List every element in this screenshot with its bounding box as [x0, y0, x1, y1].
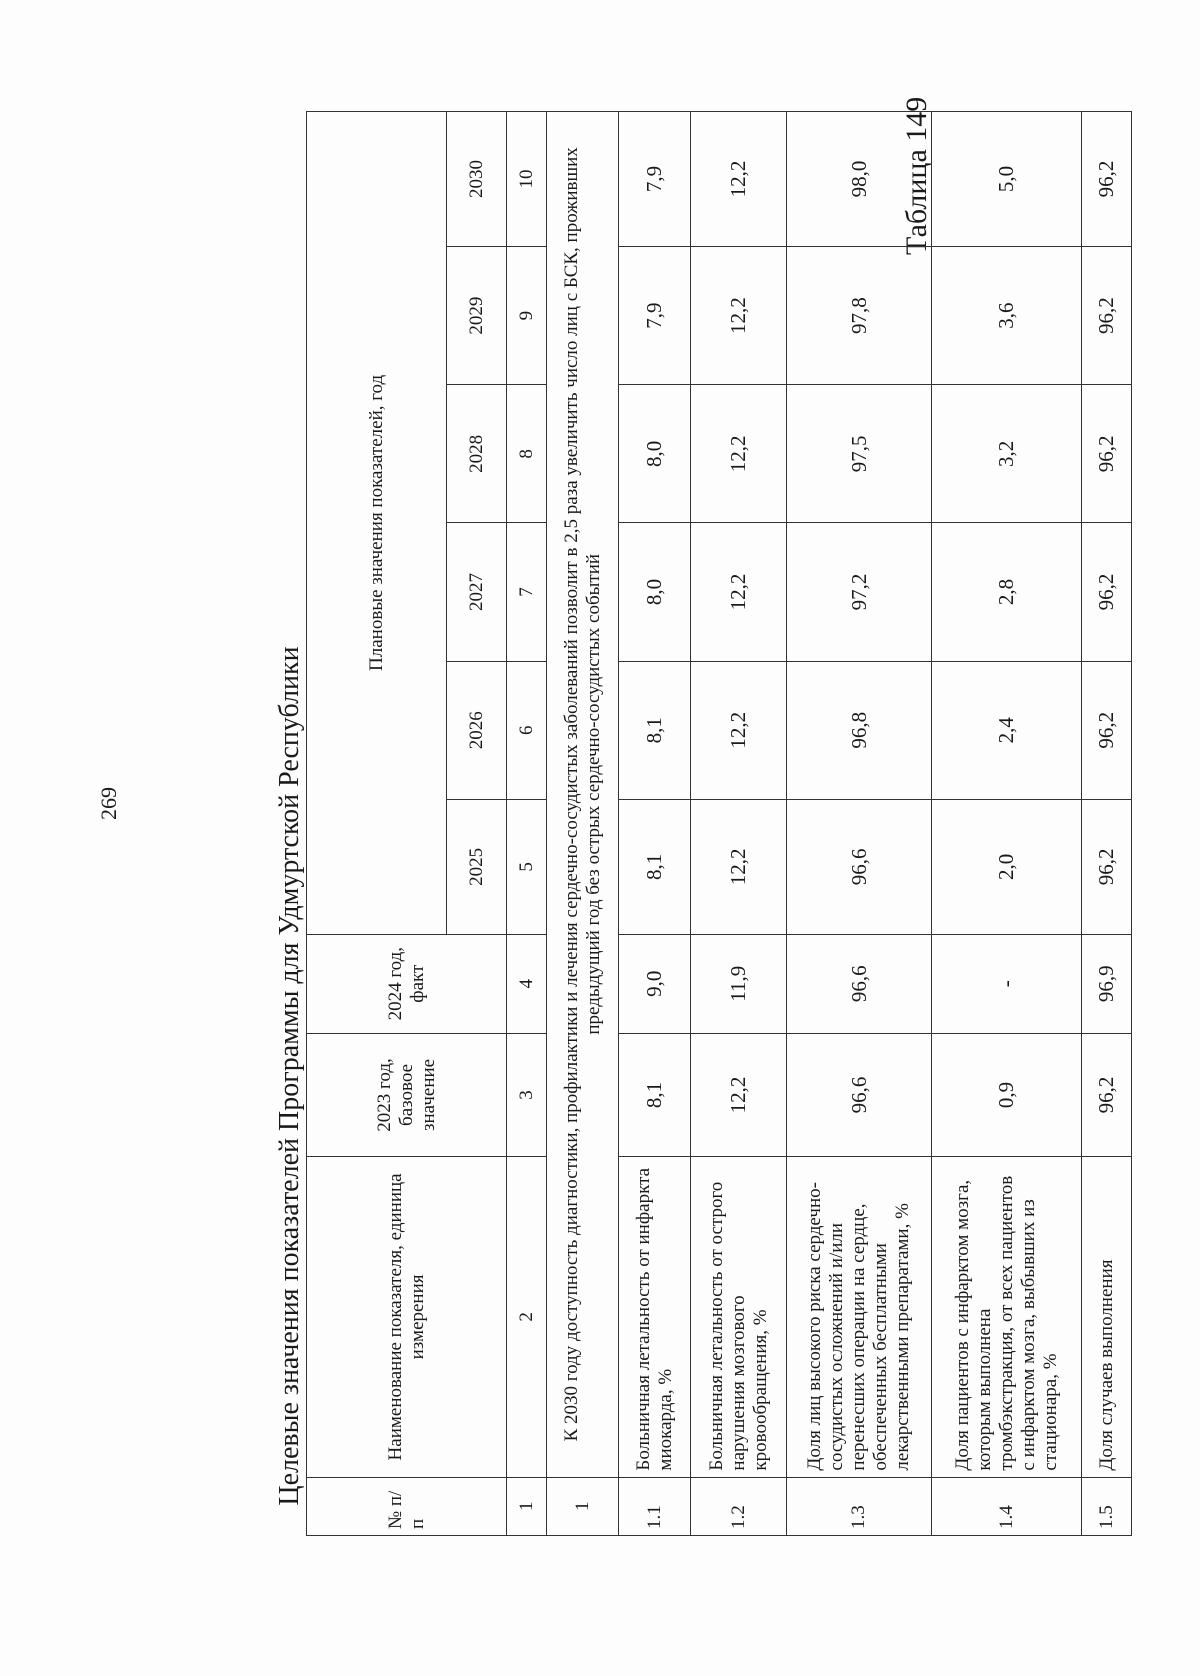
row-value: 97,8	[787, 246, 932, 384]
row-value: 5,0	[932, 112, 1082, 247]
row-value: 8,0	[619, 523, 691, 661]
row-num: 1.2	[691, 1477, 787, 1535]
table-label: Таблица 149	[900, 96, 933, 255]
row-value: 96,8	[787, 661, 932, 799]
header-year: 2025	[447, 799, 507, 934]
row-value: 8,1	[619, 799, 691, 934]
table-row	[691, 112, 787, 1536]
table-row	[619, 112, 691, 1536]
index-cell: 2	[507, 1157, 547, 1477]
header-year: 2030	[447, 112, 507, 247]
row-value: 12,2	[691, 661, 787, 799]
row-value: 8,1	[619, 1033, 691, 1157]
header-base: 2023 год, базовое значение	[307, 1033, 507, 1157]
row-value: 8,1	[619, 661, 691, 799]
row-value: 12,2	[691, 385, 787, 523]
index-cell: 6	[507, 661, 547, 799]
row-value: 12,2	[691, 112, 787, 247]
row-value: 96,2	[1082, 246, 1132, 384]
header-name: Наименование показателя, единица измерения	[307, 1157, 507, 1477]
page-number: 269	[96, 787, 121, 820]
row-value: 97,5	[787, 385, 932, 523]
row-name: Больничная летальность от острого нарушения мозгового кровообращения, %	[691, 1157, 787, 1477]
row-value: 0,9	[932, 1033, 1082, 1157]
header-year: 2026	[447, 661, 507, 799]
index-cell: 10	[507, 112, 547, 247]
row-value: 11,9	[691, 934, 787, 1033]
row-num: 1.1	[619, 1477, 691, 1535]
row-value: 12,2	[691, 1033, 787, 1157]
index-cell: 5	[507, 799, 547, 934]
row-value: 7,9	[619, 112, 691, 247]
section-num: 1	[547, 1477, 619, 1535]
row-value: 3,2	[932, 385, 1082, 523]
row-value: 96,2	[1082, 661, 1132, 799]
row-value: 96,9	[1082, 934, 1132, 1033]
section-text: К 2030 году доступность диагностики, профилактики и лечения сердечно-сосудистых заболеваний позволит в 2,5 раза увеличить число лиц с БСК, проживших предыдущий год без острых сердечно-сосудистых событий	[547, 112, 619, 1478]
row-name: Доля пациентов с инфарктом мозга, которым выполнена тромбэкстракция, от всех пациентов с инфарктом мозга, выбывших из стационара, %	[932, 1157, 1082, 1477]
table-row	[787, 112, 932, 1536]
table-row	[1082, 112, 1132, 1536]
row-name: Доля случаев выполнения	[1082, 1157, 1132, 1477]
row-value: 96,2	[1082, 385, 1132, 523]
row-value: 2,4	[932, 661, 1082, 799]
row-value: 3,6	[932, 246, 1082, 384]
row-num: 1.5	[1082, 1477, 1132, 1535]
index-cell: 9	[507, 246, 547, 384]
row-value: 2,8	[932, 523, 1082, 661]
index-cell: 8	[507, 385, 547, 523]
row-value: 12,2	[691, 799, 787, 934]
row-value: 96,2	[1082, 799, 1132, 934]
table-container	[306, 111, 1118, 1536]
row-value: 12,2	[691, 246, 787, 384]
row-name: Доля лиц высокого риска сердечно-сосудистых осложнений и/или перенесших операции на сердце, обеспеченных бесплатными лекарственными препаратами, %	[787, 1157, 932, 1477]
row-value: 2,0	[932, 799, 1082, 934]
header-num: № п/п	[307, 1477, 507, 1535]
row-value: 96,2	[1082, 523, 1132, 661]
row-value: 96,6	[787, 799, 932, 934]
document-title: Целевые значения показателей Программы для Удмуртской Республики	[274, 646, 305, 1506]
row-value: 9,0	[619, 934, 691, 1033]
indicators-table	[306, 111, 1132, 1536]
header-year: 2029	[447, 246, 507, 384]
row-value: 97,2	[787, 523, 932, 661]
index-cell: 1	[507, 1477, 547, 1535]
row-value: 96,6	[787, 934, 932, 1033]
index-cell: 4	[507, 934, 547, 1033]
header-year: 2028	[447, 385, 507, 523]
row-name: Больничная летальность от инфаркта миокарда, %	[619, 1157, 691, 1477]
row-value: -	[932, 934, 1082, 1033]
row-value: 12,2	[691, 523, 787, 661]
row-value: 96,6	[787, 1033, 932, 1157]
table-row	[932, 112, 1082, 1536]
index-cell: 7	[507, 523, 547, 661]
row-value: 98,0	[787, 112, 932, 247]
header-fact: 2024 год, факт	[307, 934, 507, 1033]
row-num: 1.3	[787, 1477, 932, 1535]
header-plan: Плановые значения показателей, год	[307, 112, 447, 935]
row-value: 96,2	[1082, 112, 1132, 247]
row-num: 1.4	[932, 1477, 1082, 1535]
header-year: 2027	[447, 523, 507, 661]
row-value: 7,9	[619, 246, 691, 384]
row-value: 8,0	[619, 385, 691, 523]
index-cell: 3	[507, 1033, 547, 1157]
row-value: 96,2	[1082, 1033, 1132, 1157]
